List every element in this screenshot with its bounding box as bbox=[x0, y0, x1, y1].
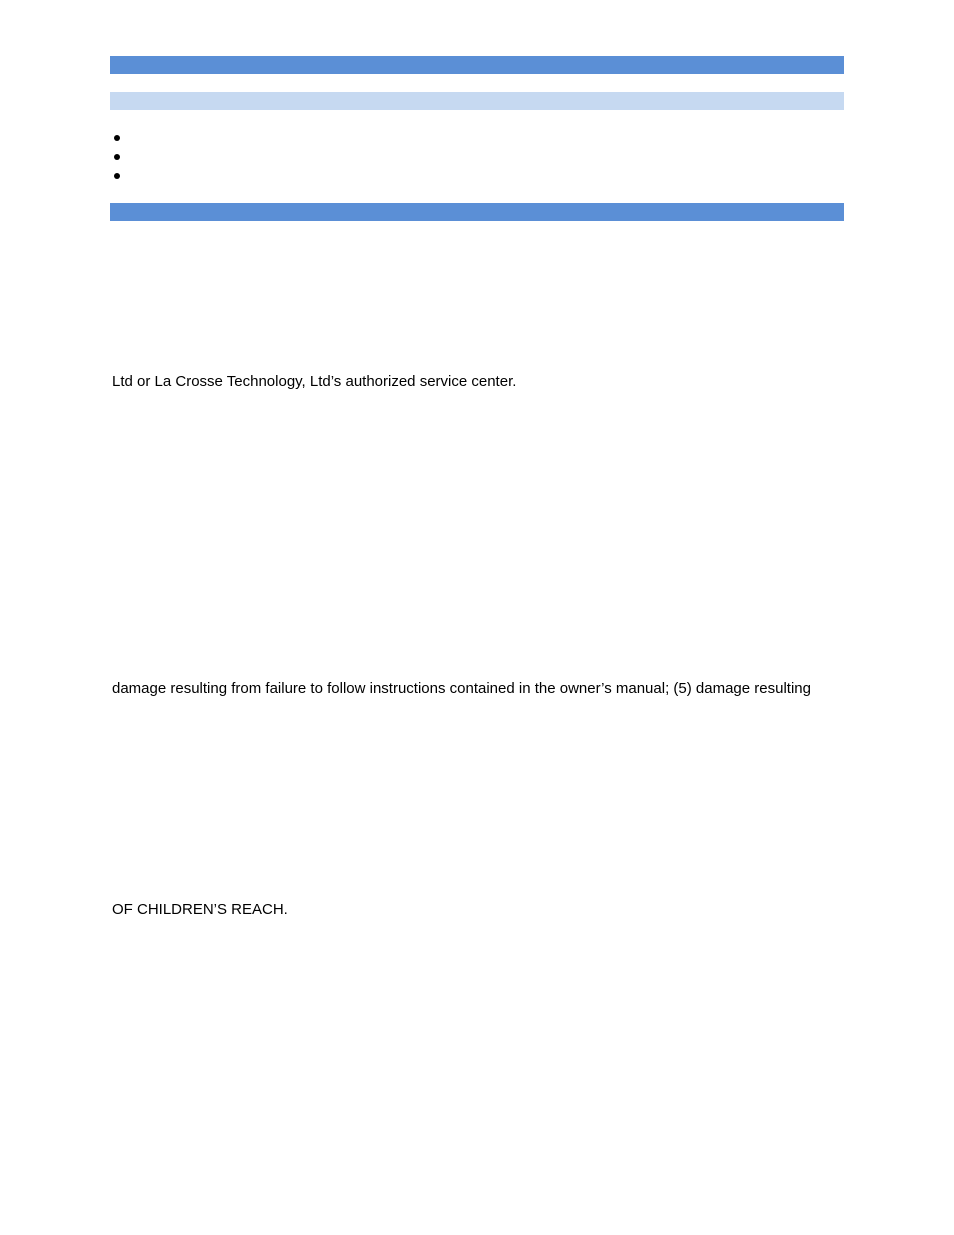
list-bullet-3 bbox=[114, 173, 120, 179]
list-bullet-1 bbox=[114, 135, 120, 141]
section-header-bar-2 bbox=[110, 203, 844, 221]
text-line-children-reach: OF CHILDREN’S REACH. bbox=[112, 901, 288, 918]
section-header-bar-1 bbox=[110, 56, 844, 74]
text-line-service-center: Ltd or La Crosse Technology, Ltd’s authorized service center. bbox=[112, 373, 517, 390]
subsection-header-bar bbox=[110, 92, 844, 110]
list-bullet-2 bbox=[114, 154, 120, 160]
text-line-damage-resulting: damage resulting from failure to follow instructions contained in the owner’s manual; (5) damage resulting bbox=[112, 680, 811, 697]
